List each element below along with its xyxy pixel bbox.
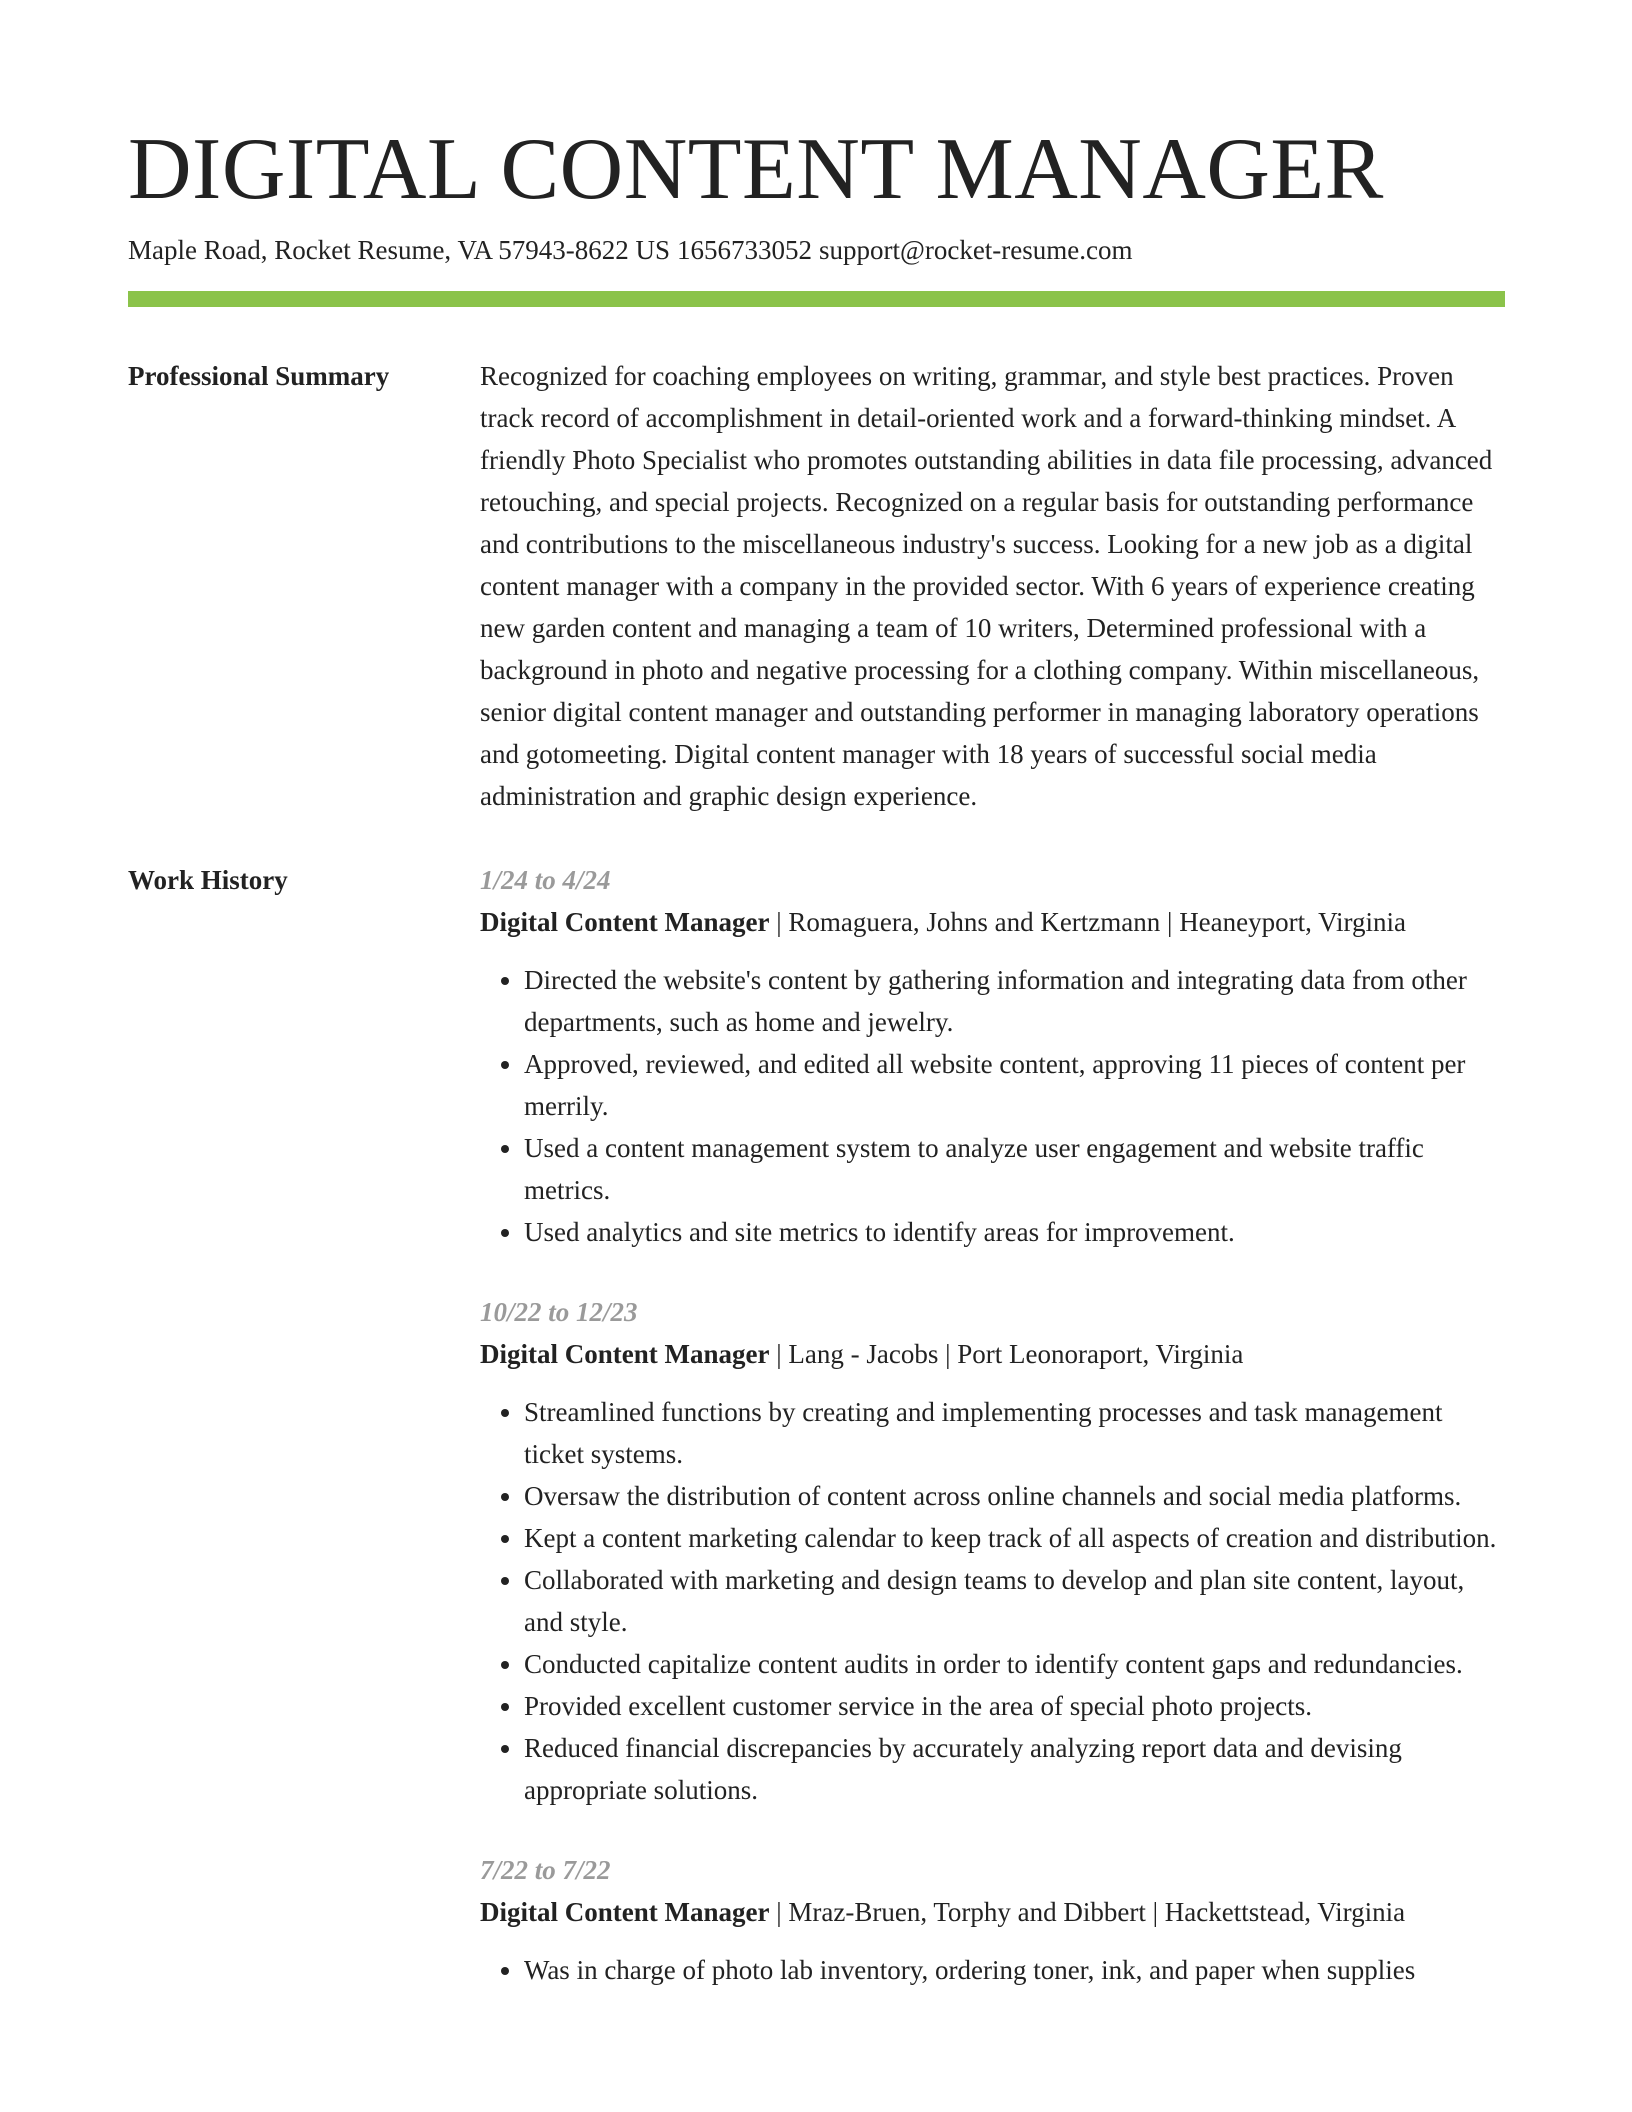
section-heading: Professional Summary — [128, 361, 390, 391]
job-bullets — [480, 1949, 1505, 1991]
job-title: Digital Content Manager — [480, 1897, 770, 1927]
job-header: Digital Content Manager | Romaguera, Johns and Kertzmann | Heaneyport, Virginia — [480, 907, 1407, 937]
job-bullet: • Used a content management system to analyze user engagement and website traffic metrics. — [524, 1127, 1505, 1211]
resume-page — [128, 0, 1505, 2029]
job-bullet: • Used analytics and site metrics to identify areas for improvement. — [524, 1211, 1505, 1253]
job-company: Lang - Jacobs — [788, 1339, 939, 1369]
job-bullet: • Streamlined functions by creating and implementing processes and task management ticket systems. — [524, 1391, 1505, 1475]
job-entry — [480, 1291, 1505, 1811]
job-bullets — [480, 1391, 1505, 1811]
job-bullet: • Kept a content marketing calendar to keep track of all aspects of creation and distribution. — [524, 1517, 1505, 1559]
accent-divider — [128, 291, 1505, 307]
job-bullet: • Directed the website's content by gathering information and integrating data from other departments, such as home and jewelry. — [524, 959, 1505, 1043]
summary-text: Recognized for coaching employees on writing, grammar, and style best practices. Proven track record of accomplishment in detail-oriented work and a forward-thinking mindset. A friendly Photo Specialist who promotes outstanding abilities in data file processing, advanced retouching, and special projects. Recognized on a regular basis for outstanding performance and contributions to the miscellaneous industry's success. Looking for a new job as a digital content manager with a company in the provided sector. With 6 years of experience creating new garden content and managing a team of 10 writers, Determined professional with a background in photo and negative processing for a clothing company. Within miscellaneous, senior digital content manager and outstanding performer in managing laboratory operations and gotomeeting. Digital content manager with 18 years of successful social media administration and graphic design experience. — [480, 361, 1493, 811]
job-title: Digital Content Manager — [480, 907, 770, 937]
section-body — [480, 355, 1505, 817]
contact-line — [128, 232, 1505, 268]
professional-summary-section — [128, 355, 1505, 817]
job-bullet: • Oversaw the distribution of content across online channels and social media platforms. — [524, 1475, 1505, 1517]
job-title: Digital Content Manager — [480, 1339, 770, 1369]
phone: 1656733052 — [676, 235, 812, 265]
job-dates: 10/22 to 12/23 — [480, 1297, 638, 1327]
job-entry — [480, 859, 1505, 1253]
job-bullet: • Was in charge of photo lab inventory, ordering toner, ink, and paper when supplies — [524, 1949, 1505, 1991]
email: support@rocket-resume.com — [818, 235, 1133, 265]
job-bullet: • Approved, reviewed, and edited all website content, approving 11 pieces of content per merrily. — [524, 1043, 1505, 1127]
job-bullet: • Collaborated with marketing and design teams to develop and plan site content, layout, and style. — [524, 1559, 1505, 1643]
job-dates: 7/22 to 7/22 — [480, 1855, 611, 1885]
job-bullet: • Reduced financial discrepancies by accurately analyzing report data and devising appropriate solutions. — [524, 1727, 1505, 1811]
job-header: Digital Content Manager | Mraz-Bruen, Torphy and Dibbert | Hackettstead, Virginia — [480, 1897, 1406, 1927]
job-location: Hackettstead, Virginia — [1164, 1897, 1406, 1927]
job-location: Port Leonoraport, Virginia — [957, 1339, 1244, 1369]
job-entry — [480, 1849, 1505, 1991]
section-body — [480, 859, 1505, 2029]
job-header: Digital Content Manager | Lang - Jacobs | Port Leonoraport, Virginia — [480, 1339, 1244, 1369]
section-heading: Work History — [128, 865, 288, 895]
address: Maple Road, Rocket Resume, VA 57943-8622 US — [128, 235, 670, 265]
job-dates: 1/24 to 4/24 — [480, 865, 611, 895]
job-bullet: • Conducted capitalize content audits in order to identify content gaps and redundancies. — [524, 1643, 1505, 1685]
job-location: Heaneyport, Virginia — [1179, 907, 1407, 937]
candidate-name: DIGITAL CONTENT MANAGER — [128, 121, 1384, 218]
job-bullets — [480, 959, 1505, 1253]
job-bullet: • Provided excellent customer service in the area of special photo projects. — [524, 1685, 1505, 1727]
job-company: Romaguera, Johns and Kertzmann — [788, 907, 1161, 937]
work-history-section — [128, 859, 1505, 2029]
job-company: Mraz-Bruen, Torphy and Dibbert — [788, 1897, 1146, 1927]
